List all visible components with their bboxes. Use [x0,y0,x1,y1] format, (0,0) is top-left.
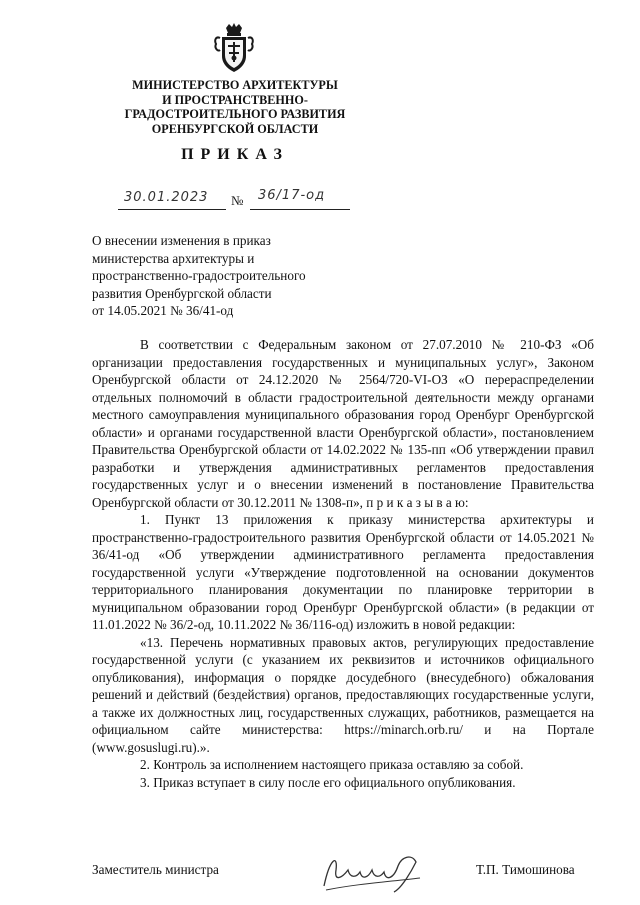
preamble-paragraph: В соответствии с Федеральным законом от 27.07.2010 № 210-ФЗ «Об организации предоставления государственных и муниципальных услуг», Законом Оренбургской области от 24.12.2020 № 2564/720-VI-ОЗ «О перераспределении отдельных полномочий в области градостроительной деятельности между органами местного самоуправления муниципального образования город Оренбург Оренбургской области» и органами государственной власти Оренбургской области», постановлением Правительства Оренбургской области от 14.02.2022 № 135-пп «Об утверждении правил разработки и утверждения административных регламентов предоставления государственных услуг и о внесении изменений в постановление Правительства Оренбургской области от 30.12.2011 № 1308-п», п р и к а з ы в а ю: [92,337,594,510]
subject-line: министерства архитектуры и [92,250,255,266]
ministry-line: ОРЕНБУРГСКОЙ ОБЛАСТИ [151,121,319,136]
orenburg-coat-of-arms-icon [212,22,256,74]
subject-line: от 14.05.2021 № 36/41-од [92,303,234,318]
ministry-name [90,78,380,136]
ministry-line: МИНИСТЕРСТВО АРХИТЕКТУРЫ [132,78,338,92]
ministry-line: ГРАДОСТРОИТЕЛЬНОГО РАЗВИТИЯ [124,107,346,122]
subject-line: О внесении изменения в приказ [92,233,271,248]
number-underline [250,209,350,210]
order-body [92,336,594,791]
subject-line: развития Оренбургской области [92,285,272,301]
date-number-row [118,186,358,216]
document-type-heading: ПРИКАЗ [181,146,289,163]
date-underline [118,209,226,210]
subject-line: пространственно-градостроительного [92,268,306,283]
clause-1-paragraph: 1. Пункт 13 приложения к приказу министерства архитектуры и пространственно-градостроительного развития Оренбургской области от 14.05.2021 № 36/41-од «Об утверждении административного регламента предоставления государственной услуги «Утверждение подготовленной на основании документов территориального планирования документации по планировке территории в муниципальном образовании город Оренбург Оренбургской области» (в редакции от 11.01.2022 № 36/2-од, 10.11.2022 № 36/116-од) изложить в новой редакции: [92,512,594,632]
clause-3-paragraph: 3. Приказ вступает в силу после его официального опубликования. [140,774,516,790]
signer-name: Т.П. Тимошинова [476,862,575,877]
number-sign: № [231,193,244,208]
order-date: 30.01.2023 [124,190,209,205]
clause-2-paragraph: 2. Контроль за исполнением настоящего приказа оставляю за собой. [140,757,524,772]
signer-title: Заместитель министра [92,862,219,877]
order-number: 36/17-од [258,188,326,203]
handwritten-signature-icon [316,848,426,896]
ministry-line: И ПРОСТРАНСТВЕННО- [162,92,308,107]
new-clause-13-paragraph: «13. Перечень нормативных правовых актов, регулирующих предоставление государственной услуги (с указанием их реквизитов и источников официального опубликования), информация о порядке досудебного (внесудебного) обжалования решений и действий (бездействия) органов, предоставляющих государственные услуги, а также их должностных лиц, государственных служащих, работников, размещается на официальном сайте министерства: https://minarch.orb.ru/ и на Портале (www.gosuslugi.ru).». [92,634,594,755]
order-subject [92,232,362,320]
